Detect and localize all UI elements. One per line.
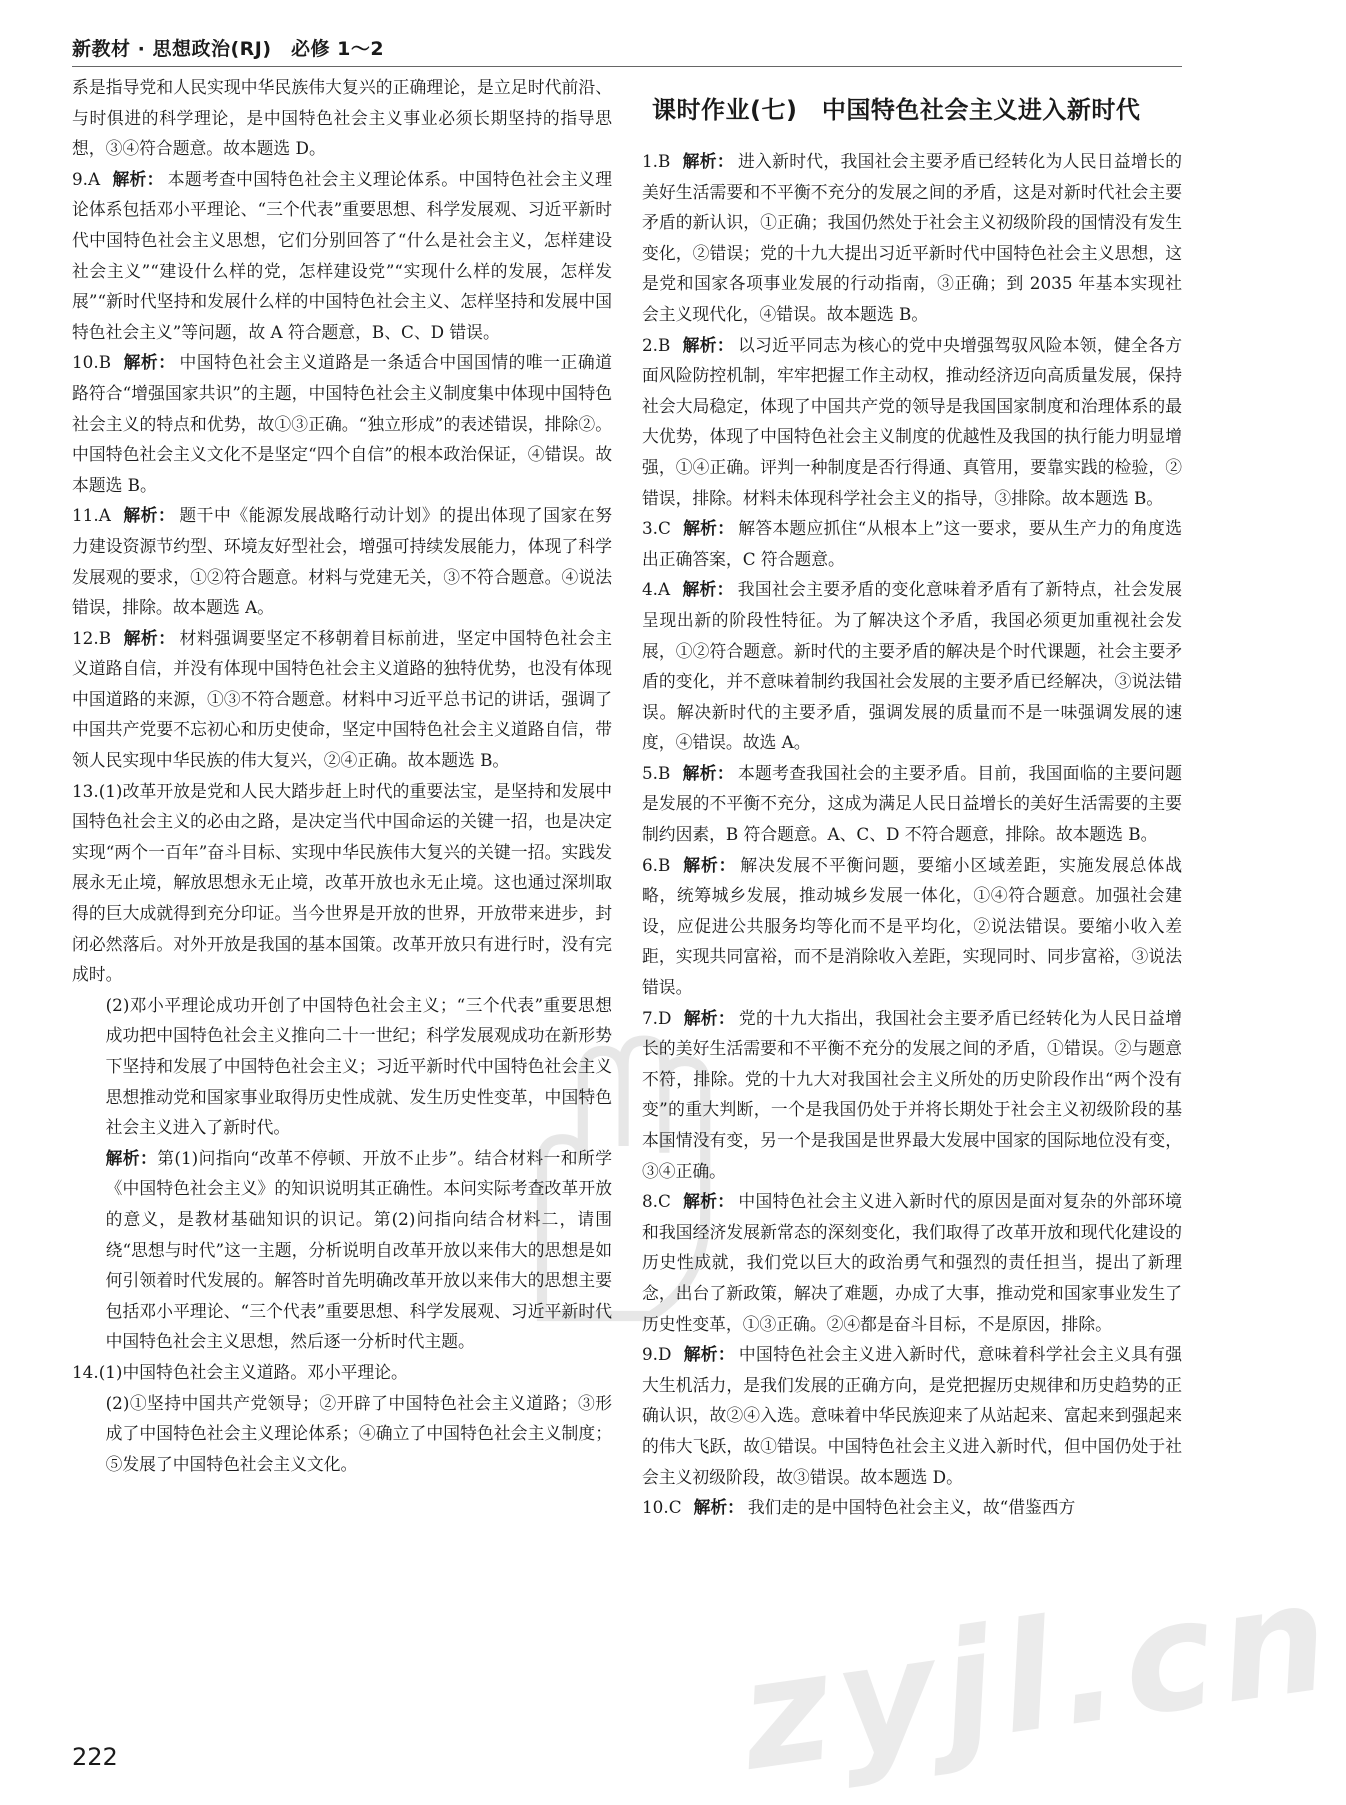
answer-item-13-analysis (72, 1143, 612, 1357)
item-text: 中国特色社会主义进入新时代，意味着科学社会主义具有强大生机活力，是我们发展的正确方向，是党把握历史规律和历史趋势的正确认识，故②④入选。意味着中华民族迎来了从站起来、富起来到强起来的伟大飞跃，故①错误。中国特色社会主义进入新时代，但中国仍处于社会主义初级阶段，故③错误。故本题选 D。 (642, 1344, 1182, 1487)
continuation-text: 系是指导党和人民实现中华民族伟大复兴的正确理论，是立足时代前沿、与时俱进的科学理论，是中国特色社会主义事业必须长期坚持的指导思想，③④符合题意。故本题选 D。 (72, 77, 612, 159)
item-number: 1.B (642, 151, 671, 171)
item-text: 题干中《能源发展战略行动计划》的提出体现了国家在努力建设资源节约型、环境友好型社会，增强可持续发展能力，体现了科学发展观的要求，①②符合题意。材料与党建无关，③不符合题意。④说法错误，排除。故本题选 A。 (72, 505, 612, 618)
analysis-label: 解析： (683, 1007, 735, 1028)
analysis-label: 解析： (682, 151, 734, 171)
item-number: 6.B (642, 854, 671, 875)
answer-item-14-part1 (72, 1357, 612, 1388)
section-title: 课时作业(七) 中国特色社会主义进入新时代 (652, 96, 1141, 124)
analysis-label: 解析： (105, 1147, 158, 1168)
header-divider (72, 66, 1182, 67)
running-header: 新教材 · 思想政治(RJ) 必修 1～2 (72, 38, 385, 60)
item-number: 13. (72, 780, 99, 801)
item-number: 3.C (642, 518, 671, 539)
analysis-label: 解析： (682, 854, 737, 875)
item-text: (1)中国特色社会主义道路。邓小平理论。 (98, 1361, 408, 1382)
item-text: 我国社会主要矛盾的变化意味着矛盾有了新特点，社会发展呈现出新的阶段性特征。为了解决这个矛盾，我国必须更加重视社会发展，①②符合题意。新时代的主要矛盾的解决是个时代课题，社会主要矛盾的变化，并不意味着制约我国社会发展的主要矛盾已经解决，③说法错误。解决新时代的主要矛盾，强调发展的质量而不是一味强调发展的速度，④错误。故选 A。 (642, 579, 1182, 753)
right-column (642, 72, 1182, 1523)
answer-item-4 (642, 574, 1182, 758)
item-text: (1)改革开放是党和人民大踏步赶上时代的重要法宝，是坚持和发展中国特色社会主义的必由之路，是决定当代中国命运的关键一招，也是决定实现“两个一百年”奋斗目标、实现中华民族伟大复兴的关键一招。实践发展永无止境，解放思想永无止境，改革开放也永无止境。这也通过深圳取得的巨大成就得到充分印证。当今世界是开放的世界，开放带来进步，封闭必然落后。对外开放是我国的基本国策。改革开放只有进行时，没有完成时。 (72, 780, 612, 985)
analysis-label: 解析： (682, 1191, 735, 1212)
answer-item-13-part1 (72, 776, 612, 990)
analysis-label: 解析： (682, 579, 734, 600)
item-text: 材料强调要坚定不移朝着目标前进，坚定中国特色社会主义道路自信，并没有体现中国特色社会主义道路的独特优势，也没有体现中国道路的来源，①③不符合题意。材料中习近平总书记的讲话，强调了中国共产党要不忘初心和历史使命，坚定中国特色社会主义道路自信，带领人民实现中华民族的伟大复兴，②④正确。故本题选 B。 (72, 627, 612, 771)
item-number: 12.B (72, 627, 112, 648)
answer-item-8 (642, 1186, 1182, 1339)
item-text: 我们走的是中国特色社会主义，故“借鉴西方 (747, 1497, 1076, 1518)
answer-item-9 (72, 164, 612, 348)
answer-item-11 (72, 500, 612, 622)
analysis-label: 解析： (112, 168, 164, 189)
watermark-logo: zyjl.cn (730, 1549, 1346, 1805)
answer-item-10b (642, 1492, 1182, 1523)
analysis-text: 第(1)问指向“改革不停顿、开放不止步”。结合材料一和所学《中国特色社会主义》的知识说明其正确性。本问实际考查改革开放的意义，是教材基础知识的识记。第(2)问指向结合材料二，请围绕“思想与时代”这一主题，分析说明自改革开放以来伟大的思想是如何引领着时代发展的。解答时首先明确改革开放以来伟大的思想主要包括邓小平理论、“三个代表”重要思想、科学发展观、习近平新时代中国特色社会主义思想，然后逐一分析时代主题。 (105, 1147, 612, 1352)
item-number: 4.A (642, 579, 671, 600)
analysis-label: 解析： (682, 334, 734, 355)
item-text: 解答本题应抓住“从根本上”这一要求，要从生产力的角度选出正确答案，C 符合题意。 (642, 518, 1182, 569)
answer-item-10 (72, 347, 612, 500)
analysis-label: 解析： (683, 1344, 735, 1365)
analysis-label: 解析： (123, 352, 176, 373)
item-text: 本题考查中国特色社会主义理论体系。中国特色社会主义理论体系包括邓小平理论、“三个代表”重要思想、科学发展观、习近平新时代中国特色社会主义思想，它们分别回答了“什么是社会主义，怎样建设社会主义”“建设什么样的党，怎样建设党”“实现什么样的发展，怎样发展”“新时代坚持和发展什么样的中国特色社会主义、怎样坚持和发展中国特色社会主义”等问题，故 A 符合题意，B、C、D 错误。 (72, 168, 612, 342)
analysis-label: 解析： (122, 505, 176, 526)
page-number: 222 (72, 1743, 118, 1771)
item-number: 2.B (642, 334, 671, 355)
answer-item-1 (642, 146, 1182, 330)
answer-item-7 (642, 1003, 1182, 1187)
item-number: 14. (72, 1361, 99, 1382)
item-text: 进入新时代，我国社会主要矛盾已经转化为人民日益增长的美好生活需要和不平衡不充分的发展之间的矛盾，这是对新时代社会主要矛盾的新认识，①正确；我国仍然处于社会主义初级阶段的国情没有发生变化，②错误；党的十九大提出习近平新时代中国特色社会主义思想，这是党和国家各项事业发展的行动指南，③正确；到 2035 年基本实现社会主义现代化，④错误。故本题选 B。 (642, 151, 1182, 324)
answer-item-2 (642, 330, 1182, 514)
item-number: 5.B (642, 762, 671, 783)
analysis-label: 解析： (693, 1497, 744, 1518)
answer-item-6 (642, 850, 1182, 1003)
analysis-label: 解析： (682, 762, 734, 783)
answer-item-14-part2: (2)①坚持中国共产党领导；②开辟了中国特色社会主义道路；③形成了中国特色社会主义理论体系；④确立了中国特色社会主义制度；⑤发展了中国特色社会主义文化。 (105, 1392, 612, 1474)
item-number: 9.D (642, 1344, 672, 1365)
item-text: 中国特色社会主义进入新时代的原因是面对复杂的外部环境和我国经济发展新常态的深刻变化，我们取得了改革开放和现代化建设的历史性成就，我们党以巨大的政治勇气和强烈的责任担当，提出了新理念，出台了新政策，解决了难题，办成了大事，推动党和国家事业发生了历史性变革，①③正确。②④都是奋斗目标，不是原因，排除。 (642, 1191, 1182, 1334)
item-number: 9.A (72, 168, 101, 189)
analysis-label: 解析： (682, 518, 735, 539)
answer-item-12 (72, 623, 612, 776)
item-number: 8.C (642, 1191, 671, 1212)
item-number: 10.B (72, 352, 112, 373)
answer-item-9b (642, 1339, 1182, 1492)
item-text: 解决发展不平衡问题，要缩小区域差距，实施发展总体战略，统筹城乡发展，推动城乡发展一体化，①④符合题意。加强社会建设，应促进公共服务均等化而不是平均化，②说法错误。要缩小收入差距，实现共同富裕，而不是消除收入差距，实现同时、同步富裕，③说法错误。 (642, 854, 1182, 998)
answer-item-13-part2: (2)邓小平理论成功开创了中国特色社会主义；“三个代表”重要思想成功把中国特色社会主义推向二十一世纪；科学发展观成功在新形势下坚持和发展了中国特色社会主义；习近平新时代中国特色社会主义思想推动党和国家事业取得历史性成就、发生历史性变革，中国特色社会主义进入了新时代。 (105, 994, 612, 1138)
item-text: 中国特色社会主义道路是一条适合中国国情的唯一正确道路符合“增强国家共识”的主题，中国特色社会主义制度集中体现中国特色社会主义的特点和优势，故①③正确。“独立形成”的表述错误，排除②。中国特色社会主义文化不是坚定“四个自信”的根本政治保证，④错误。故本题选 B。 (72, 352, 612, 495)
item-number: 11.A (72, 505, 111, 526)
analysis-label: 解析： (123, 627, 176, 648)
item-text: 本题考查我国社会的主要矛盾。目前，我国面临的主要问题是发展的不平衡不充分，这成为满足人民日益增长的美好生活需要的主要制约因素，B 符合题意。A、C、D 不符合题意，排除。故本题选 B。 (642, 762, 1182, 845)
answer-item-5 (642, 758, 1182, 850)
item-text: 党的十九大指出，我国社会主要矛盾已经转化为人民日益增长的美好生活需要和不平衡不充分的发展之间的矛盾，①错误。②与题意不符，排除。党的十九大对我国社会主义所处的历史阶段作出“两个没有变”的重大判断，一个是我国仍处于并将长期处于社会主义初级阶段的基本国情没有变，另一个是我国是世界最大发展中国家的国际地位没有变，③④正确。 (642, 1007, 1182, 1181)
left-column (72, 72, 612, 1479)
answer-item-3 (642, 513, 1182, 574)
item-number: 10.C (642, 1497, 682, 1518)
item-number: 7.D (642, 1007, 672, 1028)
item-text: 以习近平同志为核心的党中央增强驾驭风险本领，健全各方面风险防控机制，牢牢把握工作主动权，推动经济迈向高质量发展，保持社会大局稳定，体现了中国共产党的领导是我国国家制度和治理体系的最大优势，体现了中国特色社会主义制度的优越性及我国的执行能力明显增强，①④正确。评判一种制度是否行得通、真管用，要靠实践的检验，②错误，排除。材料未体现科学社会主义的指导，③排除。故本题选 B。 (642, 334, 1182, 508)
